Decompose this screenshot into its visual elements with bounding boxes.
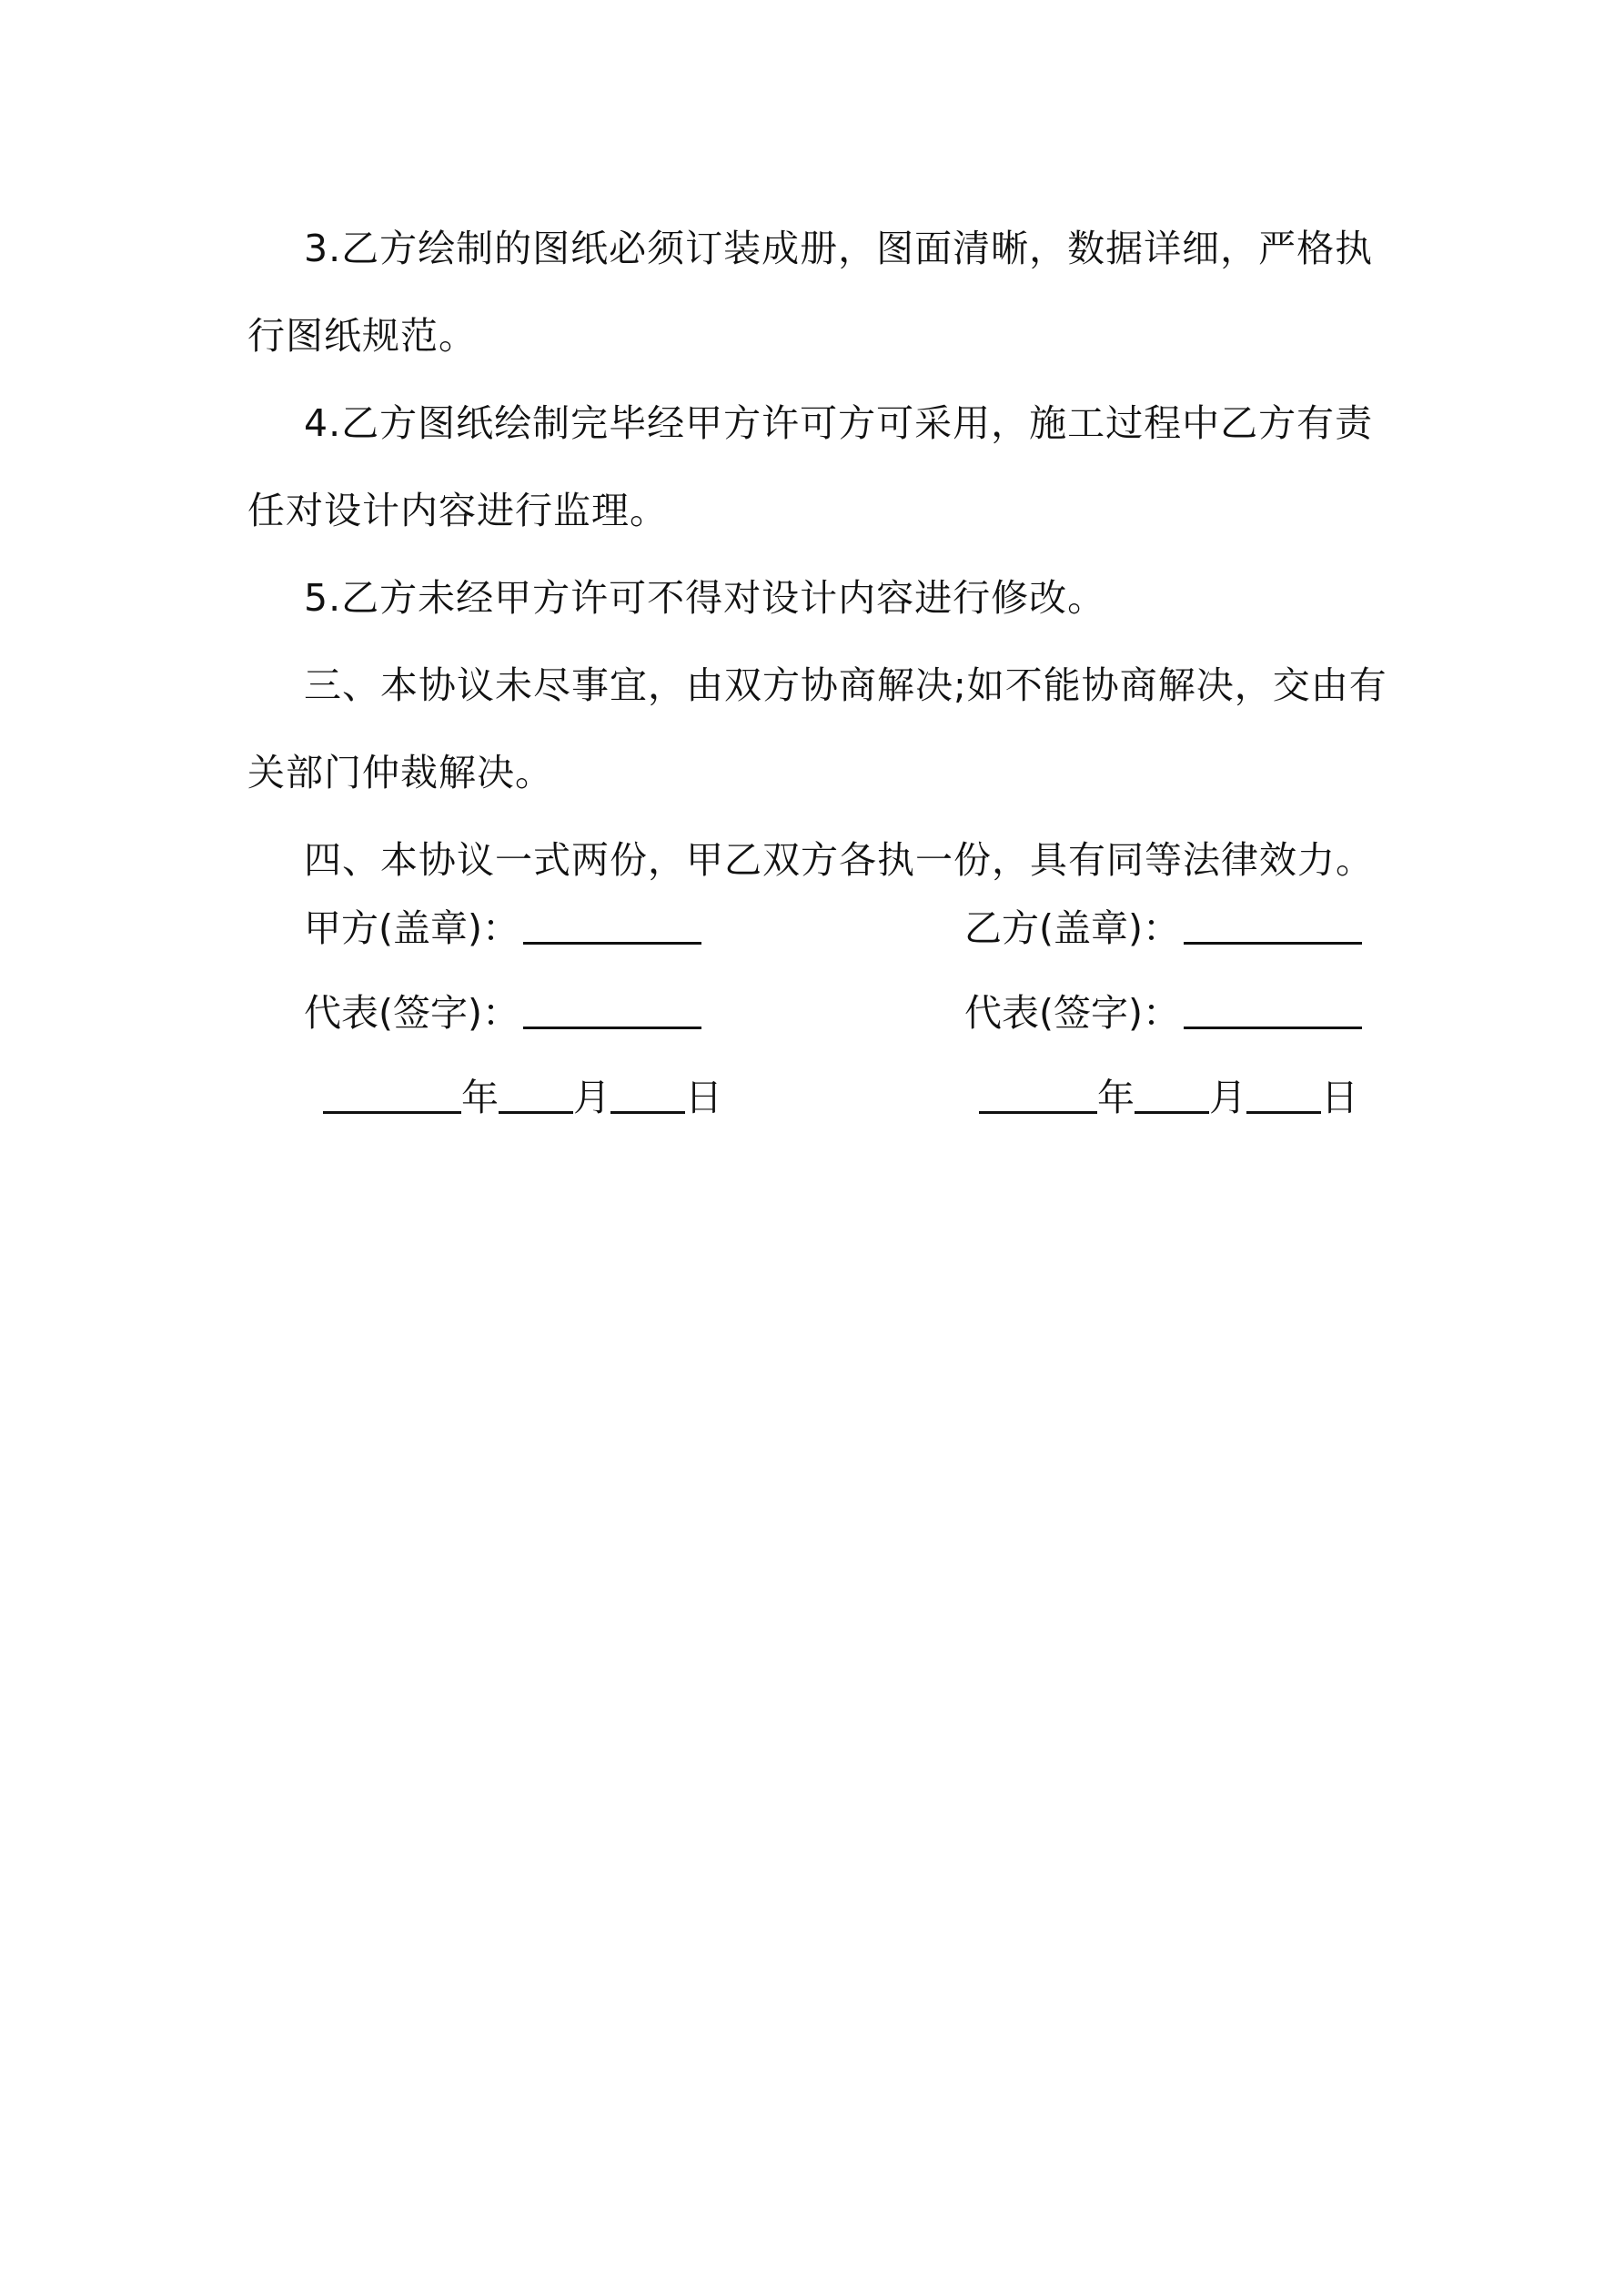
party-b-seal-label: 乙方(盖章)： bbox=[964, 906, 1180, 950]
party-b-year-blank bbox=[979, 1073, 1097, 1114]
party-a-date-line bbox=[323, 1070, 722, 1125]
party-a-month-blank bbox=[499, 1073, 573, 1114]
party-b-date-line bbox=[979, 1070, 1358, 1125]
party-a-seal-blank bbox=[523, 904, 701, 945]
party-a-day-label: 日 bbox=[685, 1076, 722, 1119]
party-b-day-label: 日 bbox=[1321, 1076, 1358, 1119]
party-a-seal-line bbox=[304, 901, 701, 956]
clause-4: 4.乙方图纸绘制完毕经甲方许可方可采用，施工过程中乙方有责任对设计内容进行监理。 bbox=[247, 401, 1374, 532]
party-b-seal-blank bbox=[1184, 904, 1362, 945]
clause-5: 5.乙方未经甲方许可不得对设计内容进行修改。 bbox=[304, 576, 1106, 620]
party-a-rep-label: 代表(签字)： bbox=[304, 991, 519, 1035]
party-b-rep-line bbox=[964, 986, 1362, 1040]
party-b-month-label: 月 bbox=[1209, 1076, 1246, 1119]
clause-3: 3.乙方绘制的图纸必须订装成册，图面清晰，数据详细，严格执行图纸规范。 bbox=[247, 227, 1374, 358]
party-a-month-label: 月 bbox=[573, 1076, 610, 1119]
party-a-year-label: 年 bbox=[461, 1076, 499, 1119]
party-a-seal-label: 甲方(盖章)： bbox=[304, 906, 519, 950]
party-b-rep-label: 代表(签字)： bbox=[964, 991, 1180, 1035]
party-b-seal-line bbox=[964, 901, 1362, 956]
party-a-year-blank bbox=[323, 1073, 461, 1114]
party-a-day-blank bbox=[610, 1073, 685, 1114]
party-b-rep-blank bbox=[1184, 988, 1362, 1029]
party-b-year-label: 年 bbox=[1097, 1076, 1135, 1119]
party-a-rep-line bbox=[304, 986, 701, 1040]
party-a-rep-blank bbox=[523, 988, 701, 1029]
party-b-day-blank bbox=[1246, 1073, 1321, 1114]
contract-body bbox=[247, 205, 1394, 904]
party-b-month-blank bbox=[1135, 1073, 1209, 1114]
section-three: 三、本协议未尽事宜，由双方协商解决;如不能协商解决，交由有关部门仲裁解决。 bbox=[247, 663, 1387, 794]
section-four: 四、本协议一式两份，甲乙双方各执一份，具有同等法律效力。 bbox=[304, 838, 1374, 882]
